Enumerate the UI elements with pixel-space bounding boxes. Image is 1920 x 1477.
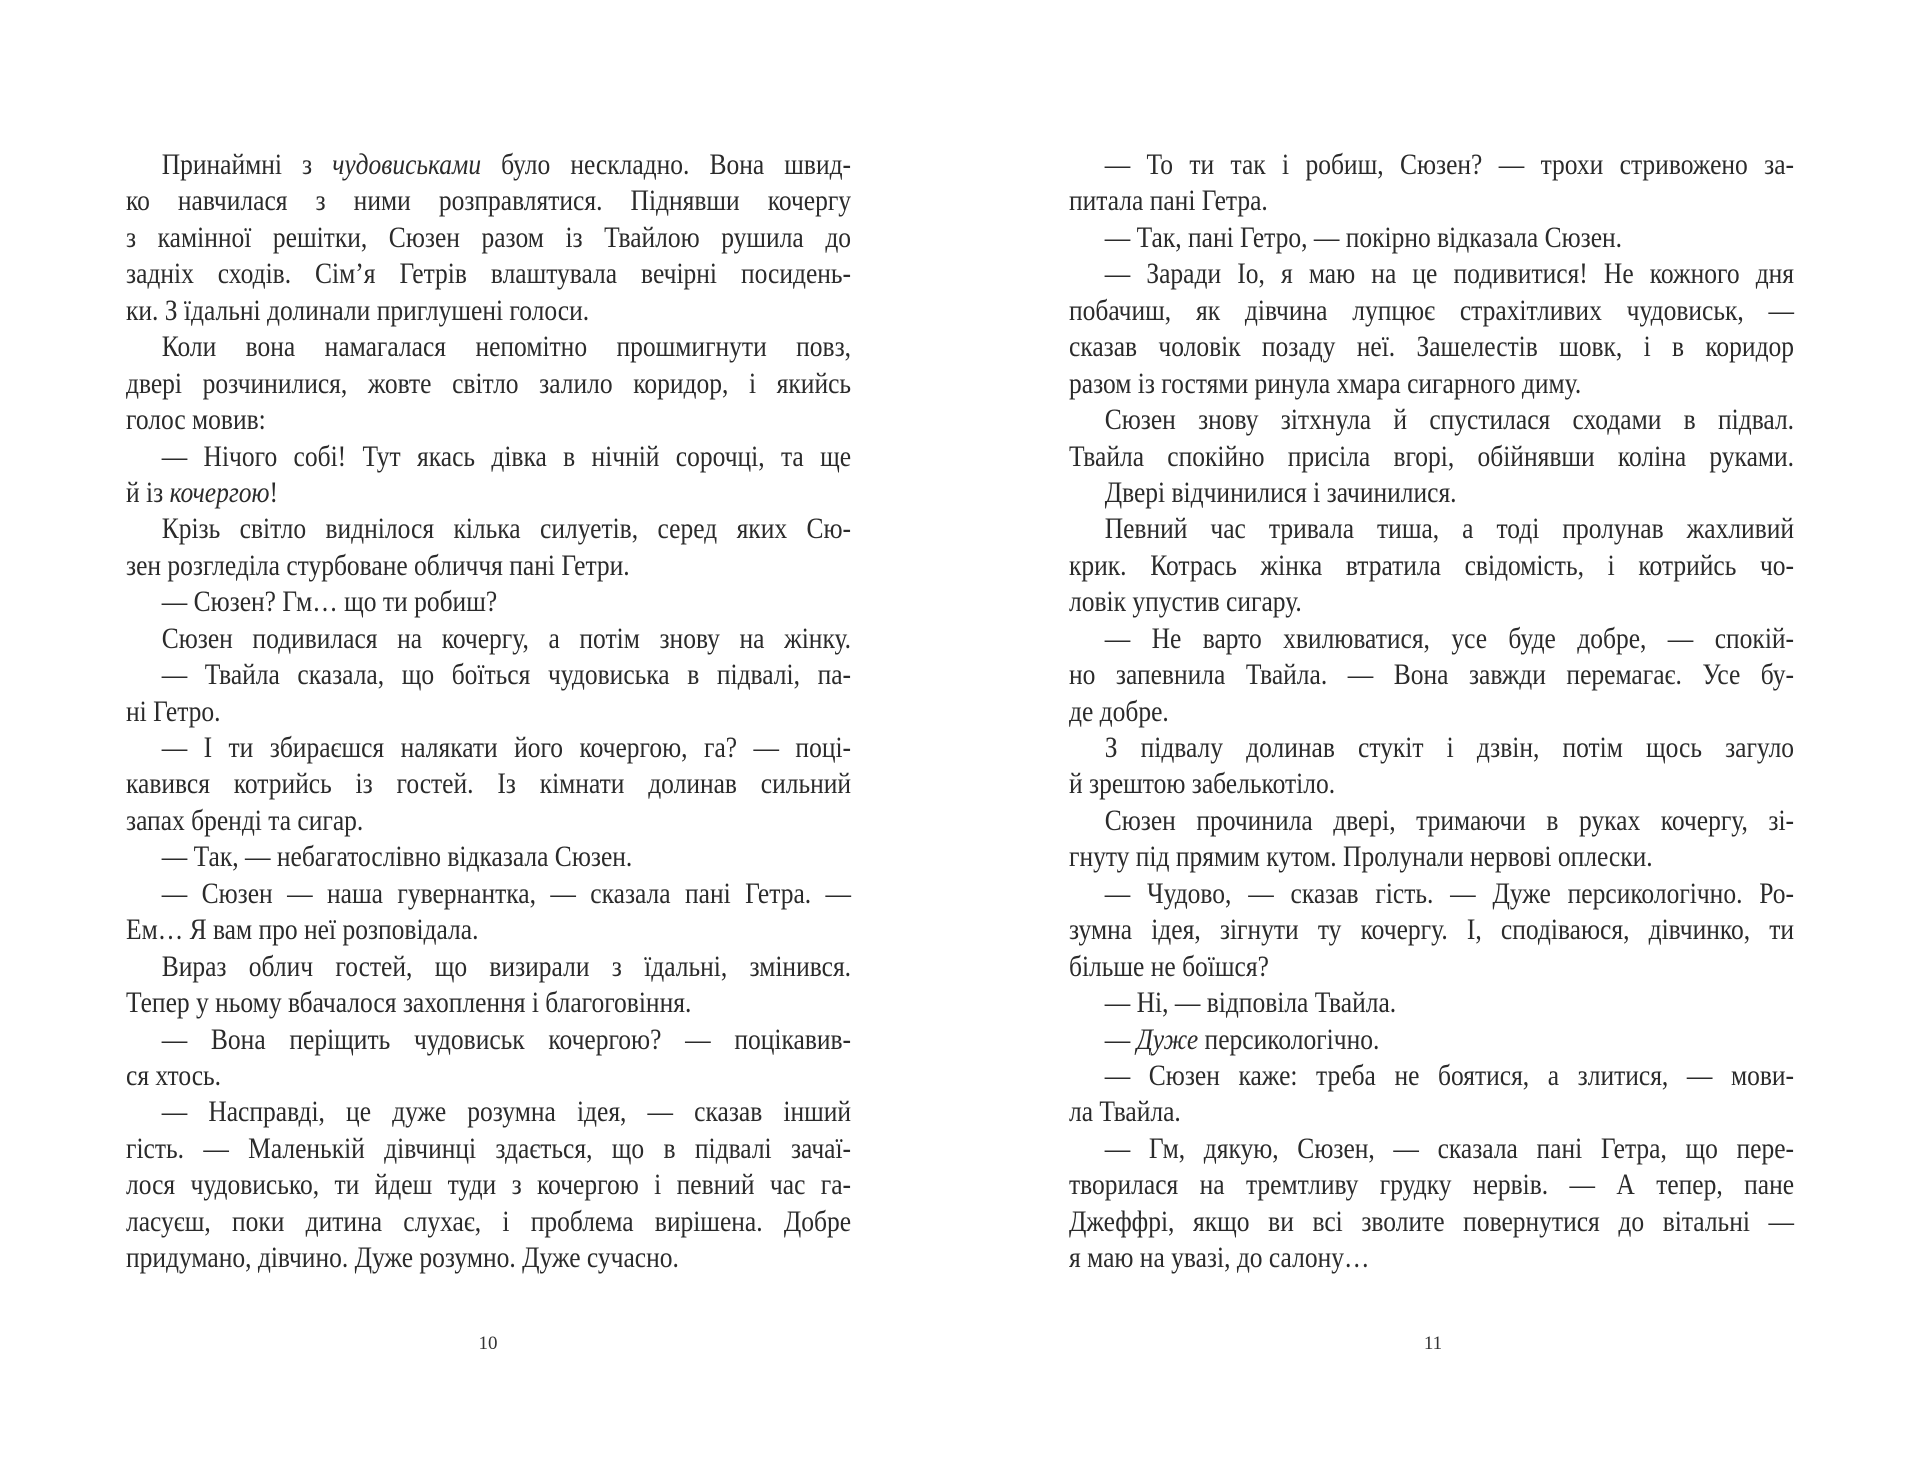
text-line: — Сюзен? Гм… що ти робиш? [161, 585, 498, 619]
text-line: ко навчилася з ними розправлятися. Піднявши кочергу [126, 184, 852, 218]
text-line [126, 475, 851, 511]
text-line: де добре. [1069, 694, 1169, 728]
text-line: питала пані Гетра. [1069, 184, 1268, 218]
text-line: побачиш, як дівчина лупцює страхітливих чудовиськ, — [1069, 293, 1795, 327]
text-line: Певний час тривала тиша, а тоді пролунав жахливий [1104, 512, 1795, 546]
text-line: лося чудовисько, ти йдеш туди з кочергою і певний час га- [126, 1168, 852, 1202]
text-line: — Чудово, — сказав гість. — Дуже персикологічно. Ро- [1104, 876, 1795, 910]
text-line: кавився котрийсь із гостей. Із кімнати долинав сильний [126, 767, 852, 801]
text-line: сказав чоловік позаду неї. Зашелестів шовк, і в коридор [1069, 330, 1795, 364]
text-line: Вираз облич гостей, що визирали з їдальні, змінився. [161, 949, 852, 983]
text-span: Принаймні з [161, 148, 333, 181]
text-line: гість. — Маленькій дівчинці здається, що в підвалі зачаї- [126, 1131, 852, 1165]
text-line: Твайла спокійно присіла вгорі, обійнявши коліна руками. [1069, 439, 1795, 473]
text-line: ловік упустив сигару. [1069, 585, 1302, 619]
text-line: голос мовив: [126, 403, 266, 437]
text-span: ! [269, 475, 279, 509]
text-line: разом із гостями ринула хмара сигарного диму. [1069, 366, 1582, 400]
text-line: крик. Котрась жінка втратила свідомість, і котрийсь чо- [1069, 548, 1795, 582]
text-line: Сюзен прочинила двері, тримаючи в руках кочергу, зі- [1104, 803, 1795, 837]
text-span: персикологічно. [1198, 1022, 1380, 1056]
text-line: й зрештою забелькотіло. [1069, 767, 1336, 801]
text-line: — Твайла сказала, що боїться чудовиська в підвалі, па- [161, 658, 852, 692]
text-line: зумна ідея, зігнути ту кочергу. І, сподіваюся, дівчинко, ти [1069, 913, 1795, 947]
text-line: Тепер у ньому вбачалося захоплення і благоговіння. [126, 986, 692, 1020]
text-line [126, 147, 851, 183]
text-line: Ем… Я вам про неї розповідала. [126, 913, 479, 947]
right-page-text [1069, 147, 1794, 1277]
text-span: було нескладно. Вона швид- [481, 148, 852, 181]
text-line: но запевнила Твайла. — Вона завжди перемагає. Усе бу- [1069, 658, 1795, 692]
text-line: З підвалу долинав стукіт і дзвін, потім щось загуло [1104, 731, 1795, 764]
text-line: Сюзен знову зітхнула й спустилася сходами в підвал. [1104, 403, 1795, 437]
text-line: ласуєш, поки дитина слухає, і проблема вирішена. Добре [126, 1204, 852, 1238]
text-line: — То ти так і робиш, Сюзен? — трохи стривожено за- [1104, 148, 1795, 181]
text-line: ла Твайла. [1069, 1095, 1181, 1129]
text-line: — Гм, дякую, Сюзен, — сказала пані Гетра, що пере- [1104, 1131, 1795, 1165]
italic-text: чудовиськами [332, 148, 482, 181]
text-line: придумано, дівчино. Дуже розумно. Дуже сучасно. [126, 1241, 679, 1275]
italic-text: Дуже [1136, 1022, 1199, 1056]
text-line: я маю на увазі, до салону… [1069, 1241, 1370, 1275]
text-line: більше не боїшся? [1069, 949, 1269, 983]
text-line: — Заради Іо, я маю на це подивитися! Не кожного дня [1104, 257, 1795, 291]
text-line: — І ти збираєшся налякати його кочергою, га? — поці- [161, 731, 852, 764]
text-line: гнуту під прямим кутом. Пролунали нервові оплески. [1069, 840, 1653, 874]
text-line: — Так, пані Гетро, — покірно відказала Сюзен. [1104, 220, 1623, 254]
text-line: — Так, — небагатослівно відказала Сюзен. [161, 840, 633, 874]
page-number-right: 11 [1423, 1333, 1443, 1354]
text-line: двері розчинилися, жовте світло залило коридор, і якийсь [126, 366, 852, 400]
text-span: й із [126, 475, 170, 509]
text-line: — Сюзен — наша гувернантка, — сказала пані Гетра. — [161, 876, 852, 910]
text-line: — Нічого собі! Тут якась дівка в нічній сорочці, та ще [161, 439, 852, 473]
left-page-text [126, 147, 851, 1277]
page-number-left: 10 [478, 1333, 498, 1354]
text-line: Коли вона намагалася непомітно прошмигнути повз, [161, 330, 852, 364]
text-line: Двері відчинилися і зачинилися. [1104, 475, 1457, 509]
text-line: з камінної решітки, Сюзен разом із Твайлою рушила до [126, 220, 852, 254]
text-line: запах бренді та сигар. [126, 803, 364, 837]
text-line: — Не варто хвилюватися, усе буде добре, — спокій- [1104, 621, 1795, 655]
text-line: творилася на тремтливу грудку нервів. — А тепер, пане [1069, 1168, 1795, 1202]
text-line: Джеффрі, якщо ви всі зволите повернутися до вітальні — [1069, 1204, 1795, 1238]
text-line: Крізь світло виднілося кілька силуетів, серед яких Сю- [161, 512, 852, 546]
text-line: зен розгледіла стурбоване обличчя пані Гетри. [126, 548, 630, 582]
text-line: — Сюзен каже: треба не боятися, а злитися, — мови- [1104, 1058, 1795, 1092]
text-line: ся хтось. [126, 1058, 222, 1092]
text-line: задніх сходів. Сім’я Гетрів влаштувала вечірні посидень- [126, 257, 852, 291]
text-line: ки. З їдальні долинали приглушені голоси. [126, 293, 590, 327]
italic-text: кочергою [169, 475, 270, 509]
text-line: ні Гетро. [126, 694, 221, 728]
text-line: — Ні, — відповіла Твайла. [1104, 986, 1397, 1020]
text-line: — Насправді, це дуже розумна ідея, — сказав інший [161, 1095, 852, 1129]
text-line [1069, 1022, 1794, 1058]
text-span: — [1104, 1022, 1137, 1056]
text-line: — Вона періщить чудовиськ кочергою? — поцікавив- [161, 1022, 852, 1056]
text-line: Сюзен подивилася на кочергу, а потім знову на жінку. [161, 621, 852, 655]
